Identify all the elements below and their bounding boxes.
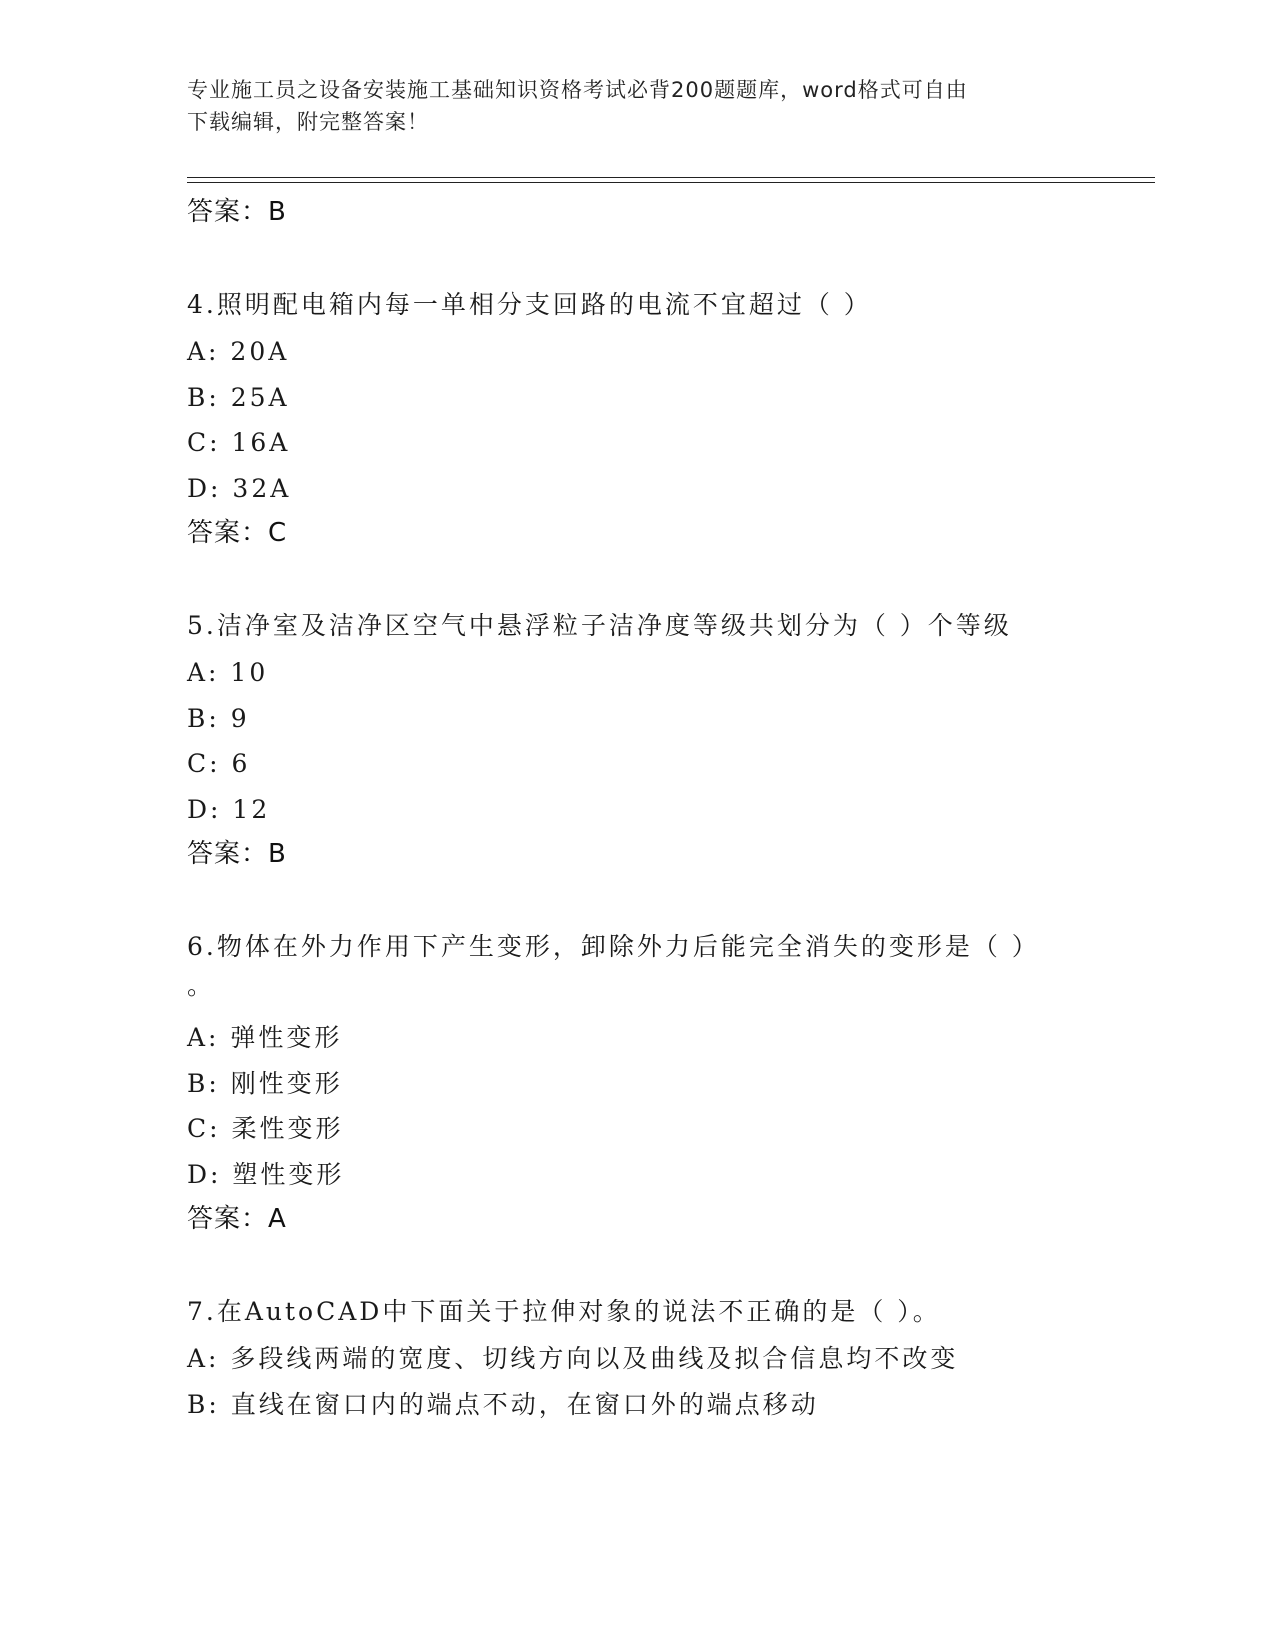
question-5 [187,602,1147,876]
option-a: A: 20A [187,337,290,366]
option-a: A: 弹性变形 [187,1023,343,1052]
question-list [187,190,1147,1427]
option-d: D: 32A [187,473,292,503]
option-c: C: 6 [187,749,251,778]
header-line-2: 下载编辑，附完整答案！ [187,110,429,134]
option-c: C: 柔性变形 [187,1114,344,1143]
option-c: C: 16A [187,428,291,457]
option-d: D: 12 [187,794,271,824]
question-title-continuation: 。 [187,971,216,1000]
header-rule-top [187,177,1155,178]
question-title: 7.在AutoCAD中下面关于拉伸对象的说法不正确的是（ ）。 [187,1297,941,1326]
option-b: B: 25A [187,382,290,412]
option-a: A: 多段线两端的宽度、切线方向以及曲线及拟合信息均不改变 [187,1344,959,1373]
answer: 答案：A [187,1204,287,1234]
answer: 答案：C [187,518,288,548]
document-header [187,74,1067,138]
option-a: A: 10 [187,658,269,687]
answer: 答案：B [187,839,287,869]
question-6 [187,923,1147,1241]
header-rule-bottom [187,182,1155,183]
option-b: B: 直线在窗口内的端点不动，在窗口外的端点移动 [187,1389,819,1419]
question-title: 6.物体在外力作用下产生变形，卸除外力后能完全消失的变形是（ ） [187,932,1040,961]
option-d: D: 塑性变形 [187,1159,345,1189]
question-7 [187,1288,1147,1427]
question-title: 4.照明配电箱内每一单相分支回路的电流不宜超过（ ） [187,290,872,319]
question-4 [187,281,1147,555]
header-line-1: 专业施工员之设备安装施工基础知识资格考试必背200题题库，word格式可自由 [187,78,968,102]
question-title: 5.洁净室及洁净区空气中悬浮粒子洁净度等级共划分为（ ）个等级 [187,611,1012,640]
answer-prev: 答案：B [187,197,287,227]
option-b: B: 9 [187,703,250,733]
option-b: B: 刚性变形 [187,1068,343,1098]
